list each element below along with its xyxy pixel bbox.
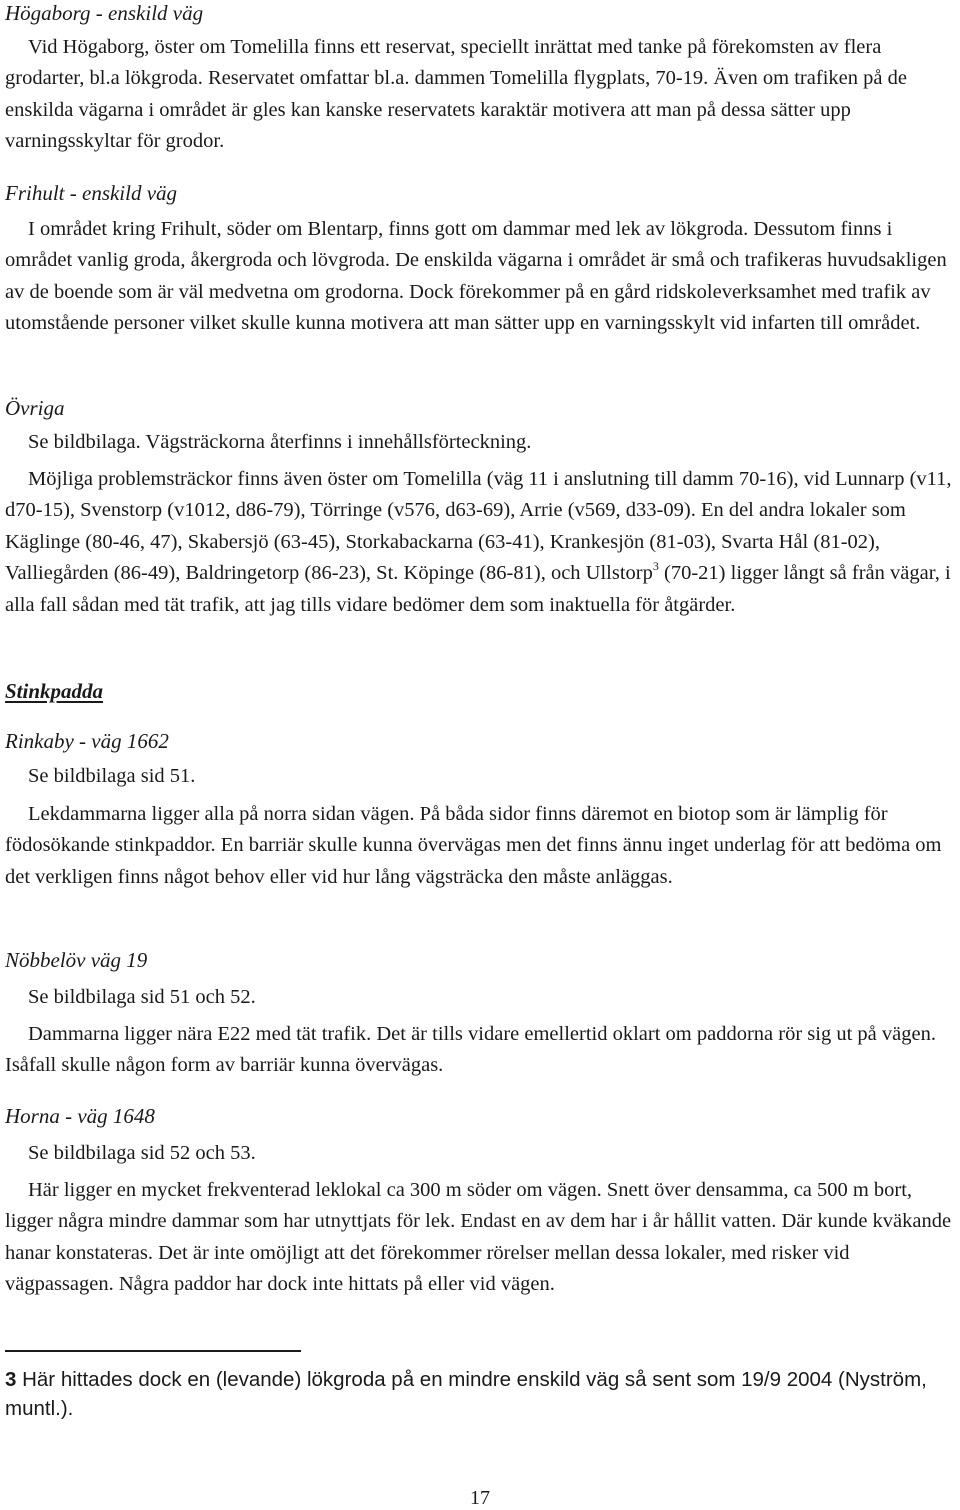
heading-nobbelov: Nöbbelöv väg 19 [5, 948, 148, 972]
paragraph-frihult [5, 214, 955, 340]
paragraph-ovriga [5, 464, 955, 621]
footnote-text: Här hittades dock en (levande) lökgroda på en mindre enskild väg så sent som 19/9 2004 (Nyström, muntl.). [5, 1368, 927, 1420]
paragraph-horna-text: Här ligger en mycket frekventerad leklokal ca 300 m söder om vägen. Snett över densamma, ca 500 m bort, ligger några mindre dammar som har utnyttjats för lek. Endast en av dem har i år hållit vatten. Där kunde kväkande hanar konstateras. Det är inte omöjligt att det förekommer rörelser mellan dessa lokaler, med risker vid vägpassagen. Några paddor har dock inte hittats på eller vid vägen. [5, 1179, 952, 1296]
footnote-number: 3 [5, 1368, 17, 1391]
paragraph-hogaborg-text: Vid Högaborg, öster om Tomelilla finns ett reservat, speciellt inrättat med tanke på förekomsten av flera grodarter, bl.a lökgroda. Reservatet omfattar bl.a. dammen Tomelilla flygplats, 70-19. Även om trafiken på de enskilda vägarna i området är gles kan kanske reservatets karaktär motivera att man på dessa sätter upp varningsskyltar för grodor. [5, 36, 907, 153]
paragraph-ovriga-text-end: (70-21) ligger långt så från vägar, i alla fall sådan med tät trafik, att jag tills vidare bedömer dem som inaktuella för åtgärder. [5, 562, 951, 616]
heading-horna: Horna - väg 1648 [5, 1104, 155, 1128]
footnote-reference: 3 [652, 559, 659, 574]
ovriga-see-attachment: Se bildbilaga. Vägsträckorna återfinns i innehållsförteckning. [28, 431, 532, 453]
paragraph-rinkaby-text: Lekdammarna ligger alla på norra sidan vägen. På båda sidor finns däremot en biotop som är lämplig för födosökande stinkpaddor. En barriär skulle kunna övervägas men det finns ännu inget underlag för att bedöma om det verkligen finns något behov eller vid hur lång vägsträcka den måste anläggas. [5, 803, 942, 888]
paragraph-nobbelov-text: Dammarna ligger nära E22 med tät trafik. Det är tills vidare emellertid oklart om paddorna rör sig ut på vägen. Isåfall skulle någon form av barriär kunna övervägas. [5, 1023, 936, 1077]
heading-stinkpadda: Stinkpadda [5, 679, 104, 703]
heading-frihult: Frihult - enskild väg [5, 181, 178, 205]
paragraph-frihult-text: I området kring Frihult, söder om Blentarp, finns gott om dammar med lek av lökgroda. Dessutom finns i området vanlig groda, åkergroda och lövgroda. De enskilda vägarna i området är små och trafikeras huvudsakligen av de boende som är väl medvetna om grodorna. Dock förekommer på en gård ridskoleverksamhet med trafik av utomstående personer vilket skulle kunna motivera att man sätter upp en varningsskylt vid infarten till området. [5, 218, 947, 335]
horna-see-attachment: Se bildbilaga sid 52 och 53. [28, 1142, 256, 1164]
heading-hogaborg: Högaborg - enskild väg [5, 1, 204, 25]
nobbelov-see-attachment: Se bildbilaga sid 51 och 52. [28, 986, 256, 1008]
footnote-separator [5, 1350, 301, 1352]
paragraph-rinkaby [5, 799, 955, 893]
footnote [5, 1365, 955, 1423]
heading-rinkaby: Rinkaby - väg 1662 [5, 729, 169, 753]
rinkaby-see-attachment: Se bildbilaga sid 51. [28, 765, 196, 787]
page-number: 17 [470, 1487, 490, 1509]
heading-ovriga: Övriga [5, 396, 65, 420]
paragraph-horna [5, 1175, 955, 1301]
paragraph-hogaborg [5, 32, 955, 158]
paragraph-ovriga-text: Möjliga problemsträckor finns även öster om Tomelilla (väg 11 i anslutning till damm 70-16), vid Lunnarp (v11, d70-15), Svenstorp (v1012, d86-79), Törringe (v576, d63-69), Arrie (v569, d33-09). En del andra lokaler som Käglinge (80-46, 47), Skabersjö (63-45), Storkabackarna (63-41), Krankesjön (81-03), Svarta Hål (81-02), Valliegården (86-49), Baldringetorp (86-23), St. Köpinge (86-81), och Ullstorp [5, 468, 952, 585]
paragraph-nobbelov [5, 1019, 955, 1082]
